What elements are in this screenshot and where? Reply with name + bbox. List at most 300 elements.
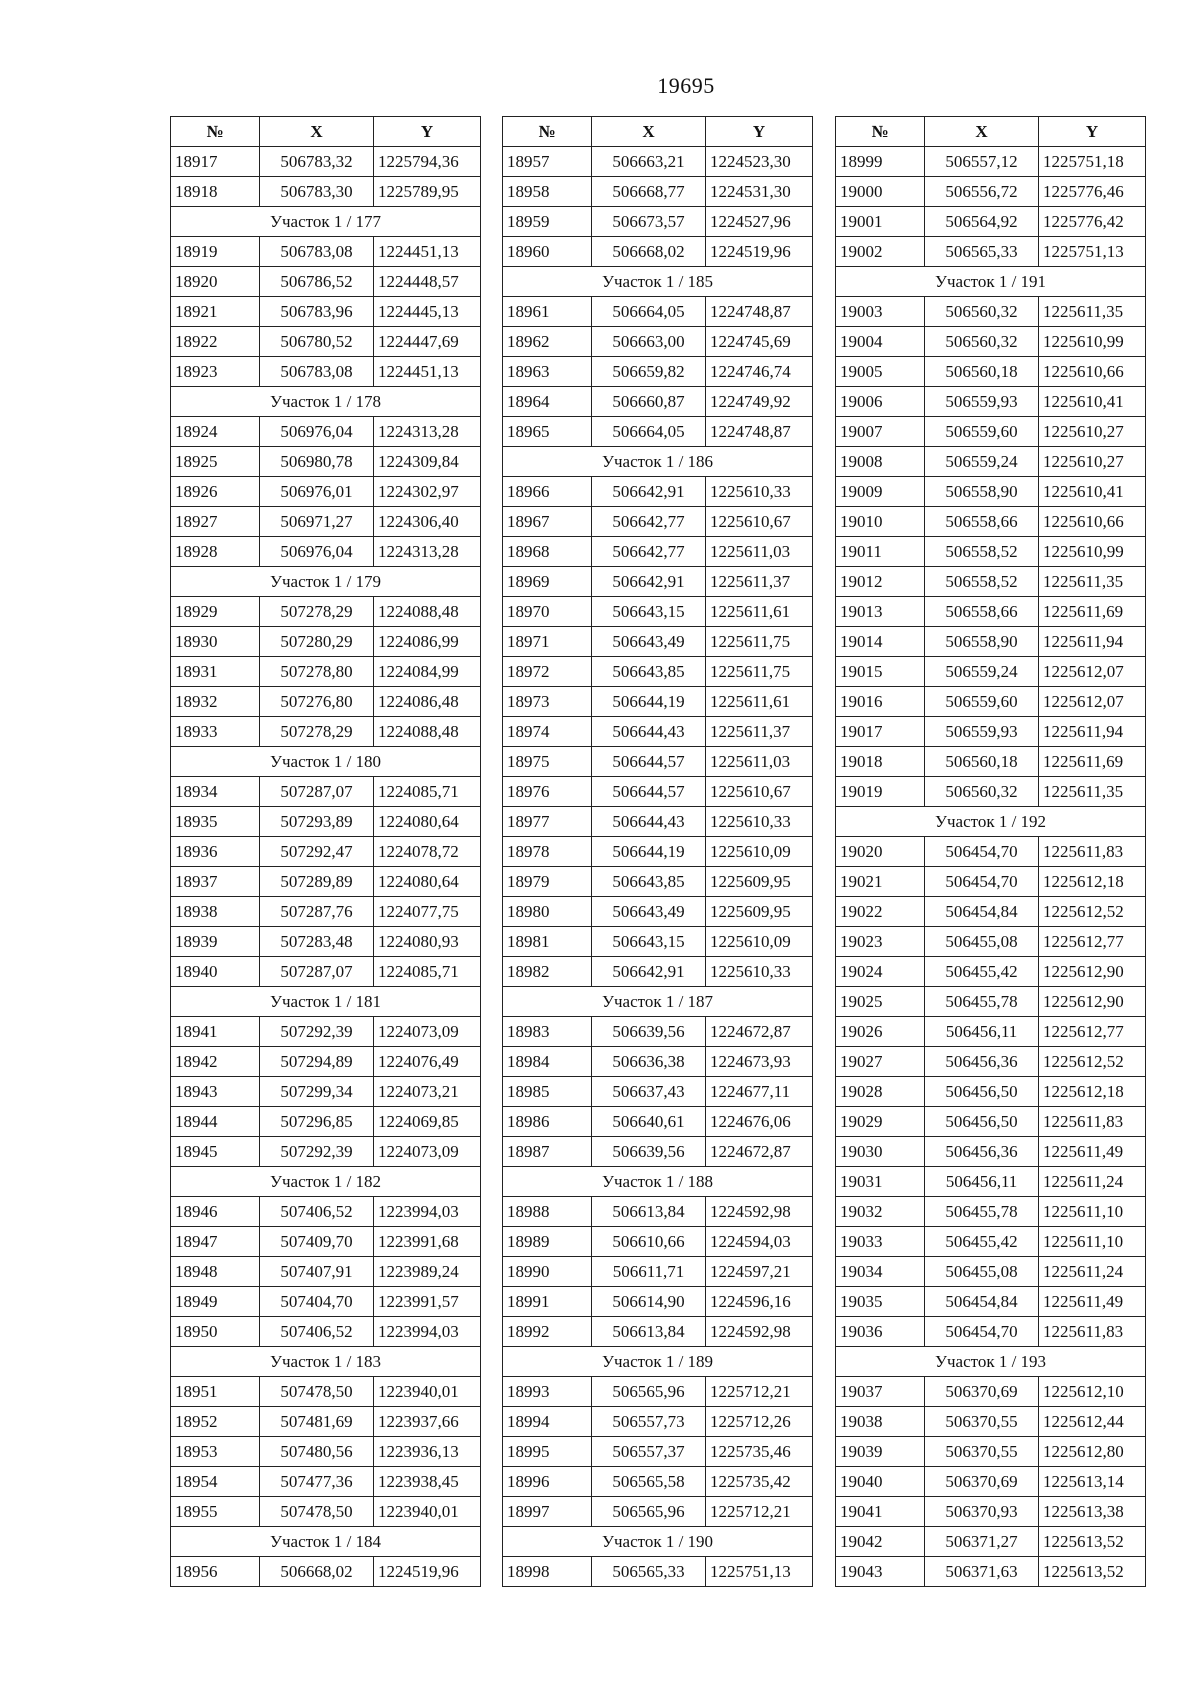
page-number: 19695 xyxy=(657,73,715,98)
x-coordinate-cell: 507406,52 xyxy=(260,1197,374,1227)
table-row xyxy=(171,1227,481,1257)
point-number-cell: 19030 xyxy=(836,1137,925,1167)
table-row xyxy=(836,1377,1146,1407)
table-row xyxy=(171,447,481,477)
y-coordinate-cell: 1224592,98 xyxy=(706,1317,813,1347)
x-coordinate-cell: 507292,39 xyxy=(260,1137,374,1167)
column-header-y: Y xyxy=(374,117,481,147)
y-coordinate-cell: 1225612,90 xyxy=(1039,957,1146,987)
x-coordinate-cell: 506783,08 xyxy=(260,237,374,267)
table-row xyxy=(171,417,481,447)
table-row xyxy=(836,447,1146,477)
table-row xyxy=(503,837,813,867)
table-row xyxy=(836,1527,1146,1557)
y-coordinate-cell: 1225611,61 xyxy=(706,597,813,627)
y-coordinate-cell: 1224677,11 xyxy=(706,1077,813,1107)
column-header-x: X xyxy=(592,117,706,147)
section-header-row xyxy=(503,987,813,1017)
section-label: Участок 1 / 187 xyxy=(503,987,813,1017)
point-number-cell: 18994 xyxy=(503,1407,592,1437)
point-number-cell: 19041 xyxy=(836,1497,925,1527)
point-number-cell: 19033 xyxy=(836,1227,925,1257)
y-coordinate-cell: 1225613,14 xyxy=(1039,1467,1146,1497)
x-coordinate-cell: 506370,69 xyxy=(925,1467,1039,1497)
table-row xyxy=(503,957,813,987)
table-row xyxy=(836,357,1146,387)
point-number-cell: 18954 xyxy=(171,1467,260,1497)
x-coordinate-cell: 506456,50 xyxy=(925,1107,1039,1137)
x-coordinate-cell: 507278,80 xyxy=(260,657,374,687)
x-coordinate-cell: 507278,29 xyxy=(260,717,374,747)
table-row xyxy=(171,867,481,897)
point-number-cell: 18992 xyxy=(503,1317,592,1347)
x-coordinate-cell: 506557,12 xyxy=(925,147,1039,177)
section-label: Участок 1 / 191 xyxy=(836,267,1146,297)
y-coordinate-cell: 1223938,45 xyxy=(374,1467,481,1497)
x-coordinate-cell: 506663,00 xyxy=(592,327,706,357)
table-row xyxy=(171,477,481,507)
x-coordinate-cell: 506664,05 xyxy=(592,417,706,447)
y-coordinate-cell: 1225751,18 xyxy=(1039,147,1146,177)
point-number-cell: 18953 xyxy=(171,1437,260,1467)
table-row xyxy=(503,1287,813,1317)
column-header-number: № xyxy=(171,117,260,147)
table-row xyxy=(503,1557,813,1587)
x-coordinate-cell: 506455,78 xyxy=(925,987,1039,1017)
table-row xyxy=(503,417,813,447)
x-coordinate-cell: 506455,42 xyxy=(925,1227,1039,1257)
y-coordinate-cell: 1224672,87 xyxy=(706,1137,813,1167)
x-coordinate-cell: 506558,90 xyxy=(925,627,1039,657)
x-coordinate-cell: 506637,43 xyxy=(592,1077,706,1107)
table-row xyxy=(836,147,1146,177)
point-number-cell: 19016 xyxy=(836,687,925,717)
point-number-cell: 18991 xyxy=(503,1287,592,1317)
section-label: Участок 1 / 188 xyxy=(503,1167,813,1197)
table-row xyxy=(503,657,813,687)
point-number-cell: 19007 xyxy=(836,417,925,447)
point-number-cell: 18935 xyxy=(171,807,260,837)
section-label: Участок 1 / 178 xyxy=(171,387,481,417)
point-number-cell: 18919 xyxy=(171,237,260,267)
point-number-cell: 18970 xyxy=(503,597,592,627)
point-number-cell: 18984 xyxy=(503,1047,592,1077)
x-coordinate-cell: 506370,69 xyxy=(925,1377,1039,1407)
point-number-cell: 18959 xyxy=(503,207,592,237)
section-label: Участок 1 / 189 xyxy=(503,1347,813,1377)
point-number-cell: 19036 xyxy=(836,1317,925,1347)
y-coordinate-cell: 1224085,71 xyxy=(374,957,481,987)
section-label: Участок 1 / 193 xyxy=(836,1347,1146,1377)
x-coordinate-cell: 506565,58 xyxy=(592,1467,706,1497)
table-row xyxy=(503,1017,813,1047)
y-coordinate-cell: 1224084,99 xyxy=(374,657,481,687)
x-coordinate-cell: 507292,39 xyxy=(260,1017,374,1047)
y-coordinate-cell: 1225611,49 xyxy=(1039,1287,1146,1317)
point-number-cell: 19006 xyxy=(836,387,925,417)
section-header-row xyxy=(503,1167,813,1197)
table-row xyxy=(171,1377,481,1407)
table-row xyxy=(171,1557,481,1587)
table-row xyxy=(836,1467,1146,1497)
y-coordinate-cell: 1225611,83 xyxy=(1039,837,1146,867)
coordinates-table-3 xyxy=(835,116,1146,1587)
x-coordinate-cell: 506643,15 xyxy=(592,927,706,957)
table-row xyxy=(503,1137,813,1167)
point-number-cell: 18981 xyxy=(503,927,592,957)
x-coordinate-cell: 506454,84 xyxy=(925,1287,1039,1317)
section-label: Участок 1 / 192 xyxy=(836,807,1146,837)
table-row xyxy=(503,237,813,267)
point-number-cell: 19029 xyxy=(836,1107,925,1137)
table-row xyxy=(836,567,1146,597)
y-coordinate-cell: 1225611,24 xyxy=(1039,1257,1146,1287)
table-row xyxy=(171,357,481,387)
x-coordinate-cell: 506560,32 xyxy=(925,297,1039,327)
x-coordinate-cell: 506660,87 xyxy=(592,387,706,417)
table-row xyxy=(171,237,481,267)
x-coordinate-cell: 506783,08 xyxy=(260,357,374,387)
x-coordinate-cell: 507287,07 xyxy=(260,957,374,987)
point-number-cell: 18925 xyxy=(171,447,260,477)
point-number-cell: 18961 xyxy=(503,297,592,327)
table-row xyxy=(171,837,481,867)
y-coordinate-cell: 1225611,24 xyxy=(1039,1167,1146,1197)
x-coordinate-cell: 506783,96 xyxy=(260,297,374,327)
y-coordinate-cell: 1224085,71 xyxy=(374,777,481,807)
point-number-cell: 18986 xyxy=(503,1107,592,1137)
point-number-cell: 18958 xyxy=(503,177,592,207)
x-coordinate-cell: 506668,77 xyxy=(592,177,706,207)
x-coordinate-cell: 506565,96 xyxy=(592,1377,706,1407)
table-row xyxy=(836,1107,1146,1137)
y-coordinate-cell: 1224447,69 xyxy=(374,327,481,357)
y-coordinate-cell: 1225611,35 xyxy=(1039,297,1146,327)
y-coordinate-cell: 1225611,35 xyxy=(1039,777,1146,807)
table-row xyxy=(836,1047,1146,1077)
y-coordinate-cell: 1224676,06 xyxy=(706,1107,813,1137)
table-row xyxy=(171,1137,481,1167)
table-row xyxy=(171,327,481,357)
point-number-cell: 19023 xyxy=(836,927,925,957)
y-coordinate-cell: 1224088,48 xyxy=(374,717,481,747)
y-coordinate-cell: 1224086,99 xyxy=(374,627,481,657)
point-number-cell: 19032 xyxy=(836,1197,925,1227)
x-coordinate-cell: 506613,84 xyxy=(592,1197,706,1227)
x-coordinate-cell: 507293,89 xyxy=(260,807,374,837)
x-coordinate-cell: 506456,50 xyxy=(925,1077,1039,1107)
point-number-cell: 18980 xyxy=(503,897,592,927)
x-coordinate-cell: 506611,71 xyxy=(592,1257,706,1287)
point-number-cell: 18922 xyxy=(171,327,260,357)
point-number-cell: 18985 xyxy=(503,1077,592,1107)
x-coordinate-cell: 506558,52 xyxy=(925,567,1039,597)
x-coordinate-cell: 506640,61 xyxy=(592,1107,706,1137)
point-number-cell: 19042 xyxy=(836,1527,925,1557)
y-coordinate-cell: 1225611,10 xyxy=(1039,1197,1146,1227)
y-coordinate-cell: 1225609,95 xyxy=(706,867,813,897)
table-row xyxy=(171,147,481,177)
point-number-cell: 18951 xyxy=(171,1377,260,1407)
x-coordinate-cell: 507292,47 xyxy=(260,837,374,867)
section-label: Участок 1 / 179 xyxy=(171,567,481,597)
table-row xyxy=(503,1377,813,1407)
point-number-cell: 19027 xyxy=(836,1047,925,1077)
table-row xyxy=(836,237,1146,267)
point-number-cell: 18918 xyxy=(171,177,260,207)
y-coordinate-cell: 1225789,95 xyxy=(374,177,481,207)
table-row xyxy=(171,537,481,567)
x-coordinate-cell: 507280,29 xyxy=(260,627,374,657)
point-number-cell: 19021 xyxy=(836,867,925,897)
y-coordinate-cell: 1224086,48 xyxy=(374,687,481,717)
point-number-cell: 19010 xyxy=(836,507,925,537)
point-number-cell: 18996 xyxy=(503,1467,592,1497)
x-coordinate-cell: 506560,18 xyxy=(925,747,1039,777)
point-number-cell: 18990 xyxy=(503,1257,592,1287)
table-row xyxy=(836,687,1146,717)
table-row xyxy=(836,777,1146,807)
y-coordinate-cell: 1225735,46 xyxy=(706,1437,813,1467)
point-number-cell: 19035 xyxy=(836,1287,925,1317)
y-coordinate-cell: 1224080,64 xyxy=(374,867,481,897)
y-coordinate-cell: 1224313,28 xyxy=(374,537,481,567)
x-coordinate-cell: 506456,11 xyxy=(925,1017,1039,1047)
y-coordinate-cell: 1225794,36 xyxy=(374,147,481,177)
section-header-row xyxy=(503,267,813,297)
point-number-cell: 18979 xyxy=(503,867,592,897)
table-row xyxy=(171,267,481,297)
section-header-row xyxy=(171,1347,481,1377)
point-number-cell: 19015 xyxy=(836,657,925,687)
x-coordinate-cell: 506558,90 xyxy=(925,477,1039,507)
y-coordinate-cell: 1225612,77 xyxy=(1039,927,1146,957)
x-coordinate-cell: 506558,66 xyxy=(925,597,1039,627)
table-row xyxy=(836,837,1146,867)
table-row xyxy=(171,957,481,987)
y-coordinate-cell: 1225612,52 xyxy=(1039,897,1146,927)
coordinates-table-1 xyxy=(170,116,481,1587)
x-coordinate-cell: 506557,73 xyxy=(592,1407,706,1437)
section-header-row xyxy=(503,447,813,477)
table-row xyxy=(171,1047,481,1077)
table-row xyxy=(836,927,1146,957)
point-number-cell: 18960 xyxy=(503,237,592,267)
table-row xyxy=(503,897,813,927)
point-number-cell: 18967 xyxy=(503,507,592,537)
table-row xyxy=(503,177,813,207)
y-coordinate-cell: 1225612,77 xyxy=(1039,1017,1146,1047)
point-number-cell: 18947 xyxy=(171,1227,260,1257)
table-row xyxy=(836,1437,1146,1467)
x-coordinate-cell: 506565,33 xyxy=(592,1557,706,1587)
x-coordinate-cell: 506613,84 xyxy=(592,1317,706,1347)
x-coordinate-cell: 506557,37 xyxy=(592,1437,706,1467)
table-row xyxy=(836,987,1146,1017)
x-coordinate-cell: 506556,72 xyxy=(925,177,1039,207)
table-row xyxy=(836,1227,1146,1257)
point-number-cell: 18941 xyxy=(171,1017,260,1047)
x-coordinate-cell: 507409,70 xyxy=(260,1227,374,1257)
y-coordinate-cell: 1225610,33 xyxy=(706,477,813,507)
x-coordinate-cell: 506455,08 xyxy=(925,1257,1039,1287)
section-header-row xyxy=(171,987,481,1017)
y-coordinate-cell: 1225611,94 xyxy=(1039,717,1146,747)
table-row xyxy=(171,1407,481,1437)
y-coordinate-cell: 1224073,09 xyxy=(374,1017,481,1047)
table-row xyxy=(503,867,813,897)
section-label: Участок 1 / 183 xyxy=(171,1347,481,1377)
x-coordinate-cell: 506455,08 xyxy=(925,927,1039,957)
y-coordinate-cell: 1224673,93 xyxy=(706,1047,813,1077)
table-row xyxy=(836,717,1146,747)
x-coordinate-cell: 506455,42 xyxy=(925,957,1039,987)
table-row xyxy=(836,597,1146,627)
x-coordinate-cell: 506644,57 xyxy=(592,777,706,807)
point-number-cell: 19034 xyxy=(836,1257,925,1287)
x-coordinate-cell: 506565,33 xyxy=(925,237,1039,267)
table-row xyxy=(503,1107,813,1137)
column-header-number: № xyxy=(836,117,925,147)
x-coordinate-cell: 506560,32 xyxy=(925,327,1039,357)
section-label: Участок 1 / 182 xyxy=(171,1167,481,1197)
x-coordinate-cell: 506558,66 xyxy=(925,507,1039,537)
x-coordinate-cell: 506644,19 xyxy=(592,687,706,717)
x-coordinate-cell: 507407,91 xyxy=(260,1257,374,1287)
y-coordinate-cell: 1224531,30 xyxy=(706,177,813,207)
point-number-cell: 19013 xyxy=(836,597,925,627)
table-row xyxy=(171,1467,481,1497)
y-coordinate-cell: 1225613,52 xyxy=(1039,1527,1146,1557)
x-coordinate-cell: 506668,02 xyxy=(260,1557,374,1587)
x-coordinate-cell: 506668,02 xyxy=(592,237,706,267)
y-coordinate-cell: 1225712,26 xyxy=(706,1407,813,1437)
point-number-cell: 19037 xyxy=(836,1377,925,1407)
x-coordinate-cell: 507299,34 xyxy=(260,1077,374,1107)
table-row xyxy=(171,1317,481,1347)
x-coordinate-cell: 507480,56 xyxy=(260,1437,374,1467)
table-row xyxy=(503,1437,813,1467)
column-header-x: X xyxy=(925,117,1039,147)
y-coordinate-cell: 1225612,52 xyxy=(1039,1047,1146,1077)
table-row xyxy=(171,927,481,957)
y-coordinate-cell: 1225611,37 xyxy=(706,717,813,747)
section-header-row xyxy=(171,747,481,777)
point-number-cell: 19000 xyxy=(836,177,925,207)
y-coordinate-cell: 1225751,13 xyxy=(1039,237,1146,267)
point-number-cell: 18966 xyxy=(503,477,592,507)
y-coordinate-cell: 1225612,80 xyxy=(1039,1437,1146,1467)
point-number-cell: 18946 xyxy=(171,1197,260,1227)
table-row xyxy=(503,597,813,627)
point-number-cell: 18976 xyxy=(503,777,592,807)
x-coordinate-cell: 506663,21 xyxy=(592,147,706,177)
point-number-cell: 18957 xyxy=(503,147,592,177)
section-header-row xyxy=(836,807,1146,837)
y-coordinate-cell: 1225611,75 xyxy=(706,657,813,687)
x-coordinate-cell: 506559,24 xyxy=(925,447,1039,477)
section-header-row xyxy=(836,267,1146,297)
point-number-cell: 18928 xyxy=(171,537,260,567)
point-number-cell: 18944 xyxy=(171,1107,260,1137)
y-coordinate-cell: 1223937,66 xyxy=(374,1407,481,1437)
y-coordinate-cell: 1224745,69 xyxy=(706,327,813,357)
y-coordinate-cell: 1224672,87 xyxy=(706,1017,813,1047)
point-number-cell: 19008 xyxy=(836,447,925,477)
point-number-cell: 19040 xyxy=(836,1467,925,1497)
x-coordinate-cell: 506976,04 xyxy=(260,537,374,567)
table-row xyxy=(503,627,813,657)
point-number-cell: 19025 xyxy=(836,987,925,1017)
point-number-cell: 18938 xyxy=(171,897,260,927)
x-coordinate-cell: 506560,18 xyxy=(925,357,1039,387)
table-row xyxy=(836,387,1146,417)
table-row xyxy=(503,1317,813,1347)
y-coordinate-cell: 1223991,68 xyxy=(374,1227,481,1257)
section-label: Участок 1 / 185 xyxy=(503,267,813,297)
table-row xyxy=(503,777,813,807)
x-coordinate-cell: 507404,70 xyxy=(260,1287,374,1317)
point-number-cell: 19014 xyxy=(836,627,925,657)
point-number-cell: 18920 xyxy=(171,267,260,297)
table-row xyxy=(836,1077,1146,1107)
table-row xyxy=(836,867,1146,897)
table-row xyxy=(171,297,481,327)
y-coordinate-cell: 1225611,49 xyxy=(1039,1137,1146,1167)
point-number-cell: 19003 xyxy=(836,297,925,327)
y-coordinate-cell: 1225610,99 xyxy=(1039,327,1146,357)
section-header-row xyxy=(503,1527,813,1557)
coordinates-table-2 xyxy=(502,116,813,1587)
x-coordinate-cell: 506370,55 xyxy=(925,1407,1039,1437)
point-number-cell: 18988 xyxy=(503,1197,592,1227)
y-coordinate-cell: 1225610,09 xyxy=(706,927,813,957)
point-number-cell: 18936 xyxy=(171,837,260,867)
table-row xyxy=(171,597,481,627)
table-row xyxy=(503,1467,813,1497)
x-coordinate-cell: 506673,57 xyxy=(592,207,706,237)
x-coordinate-cell: 507283,48 xyxy=(260,927,374,957)
x-coordinate-cell: 506642,77 xyxy=(592,507,706,537)
x-coordinate-cell: 506559,60 xyxy=(925,687,1039,717)
table-row xyxy=(503,1407,813,1437)
x-coordinate-cell: 506559,24 xyxy=(925,657,1039,687)
point-number-cell: 18995 xyxy=(503,1437,592,1467)
table-row xyxy=(171,687,481,717)
table-row xyxy=(503,1197,813,1227)
y-coordinate-cell: 1224302,97 xyxy=(374,477,481,507)
table-row xyxy=(503,1227,813,1257)
header-row xyxy=(836,117,1146,147)
point-number-cell: 18950 xyxy=(171,1317,260,1347)
table-row xyxy=(503,357,813,387)
y-coordinate-cell: 1225776,46 xyxy=(1039,177,1146,207)
x-coordinate-cell: 506643,49 xyxy=(592,897,706,927)
table-row xyxy=(503,1077,813,1107)
table-row xyxy=(503,717,813,747)
point-number-cell: 18968 xyxy=(503,537,592,567)
section-label: Участок 1 / 180 xyxy=(171,747,481,777)
x-coordinate-cell: 507478,50 xyxy=(260,1497,374,1527)
table-row xyxy=(171,657,481,687)
x-coordinate-cell: 506456,11 xyxy=(925,1167,1039,1197)
table-row xyxy=(171,807,481,837)
header-row xyxy=(503,117,813,147)
table-row xyxy=(171,897,481,927)
y-coordinate-cell: 1223940,01 xyxy=(374,1377,481,1407)
point-number-cell: 19012 xyxy=(836,567,925,597)
y-coordinate-cell: 1224451,13 xyxy=(374,357,481,387)
